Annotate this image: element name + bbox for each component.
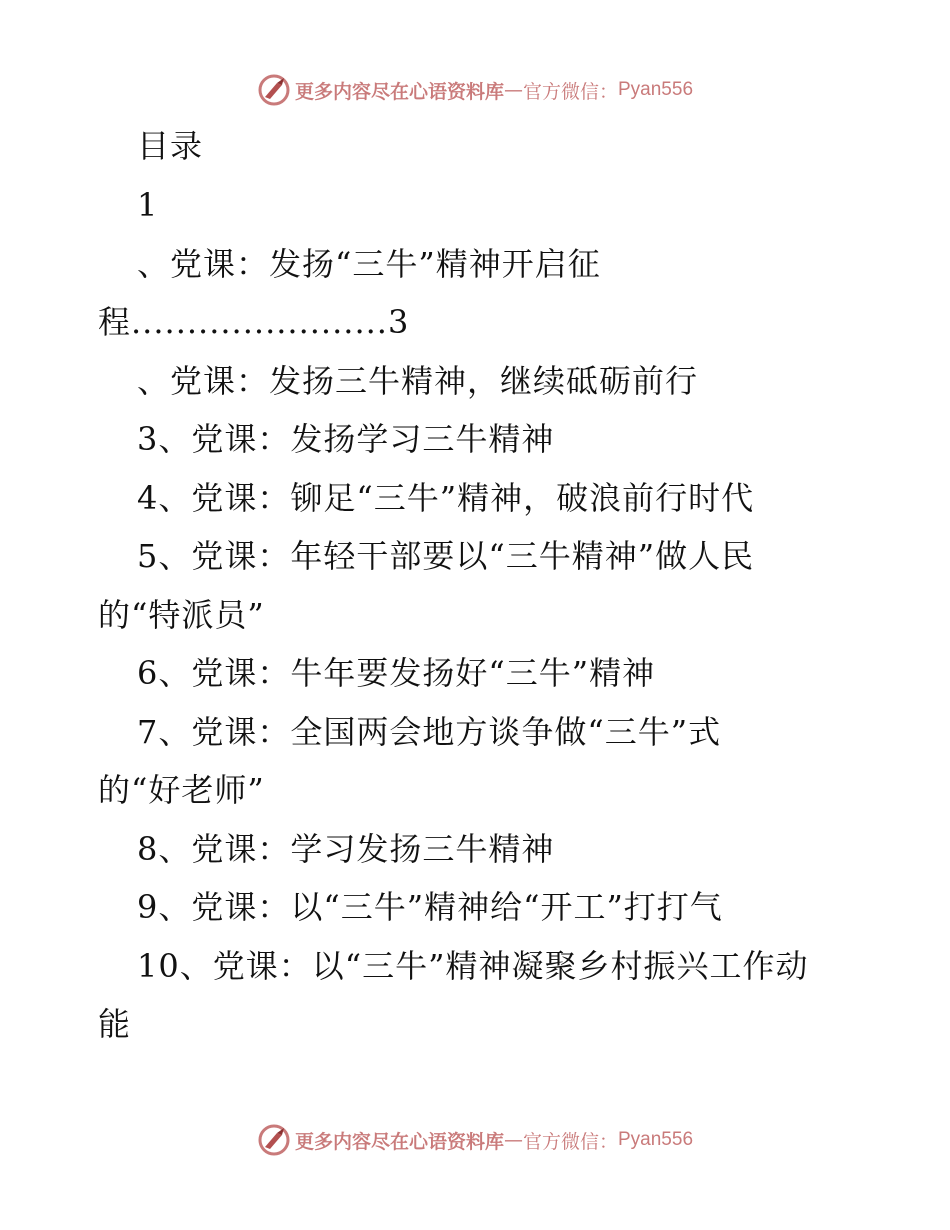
- toc-line: 7、党课：全国两会地方谈争做“三牛”式: [137, 713, 722, 751]
- toc-line: 程.......................3: [98, 303, 410, 341]
- toc-line: 10、党课：以“三牛”精神凝聚乡村振兴工作动: [137, 947, 809, 985]
- footer-watermark: [0, 1118, 950, 1162]
- watermark-wechat-label: 官方微信：: [522, 1130, 618, 1153]
- watermark-site-text: 更多内容尽在心语资料库: [294, 1130, 504, 1153]
- watermark-dash: —: [503, 79, 523, 101]
- logo-icon: [257, 1123, 291, 1157]
- toc-line: 9、党课：以“三牛”精神给“开工”打打气: [137, 888, 723, 926]
- toc-line: 5、党课：年轻干部要以“三牛精神”做人民: [137, 537, 755, 575]
- toc-line: 的“好老师”: [98, 771, 265, 809]
- page-title: 目录: [137, 127, 204, 165]
- toc-line: 8、党课：学习发扬三牛精神: [137, 830, 555, 868]
- watermark-wechat-label: 官方微信：: [522, 80, 618, 103]
- toc-line: 的“特派员”: [98, 596, 265, 634]
- toc-line: 1: [137, 186, 159, 224]
- toc-line: 、党课：发扬三牛精神，继续砥砺前行: [137, 362, 699, 400]
- toc-line: 3、党课：发扬学习三牛精神: [137, 420, 555, 458]
- toc-line: 、党课：发扬“三牛”精神开启征: [137, 245, 601, 283]
- watermark-wechat-id: Pyan556: [618, 1129, 694, 1150]
- watermark-wechat-id: Pyan556: [618, 79, 694, 100]
- watermark-dash: —: [503, 1129, 523, 1151]
- toc-line: 能: [98, 1005, 132, 1043]
- toc-line: 4、党课：铆足“三牛”精神，破浪前行时代: [137, 479, 755, 517]
- toc-line: 6、党课：牛年要发扬好“三牛”精神: [137, 654, 656, 692]
- watermark-site-text: 更多内容尽在心语资料库: [294, 80, 504, 103]
